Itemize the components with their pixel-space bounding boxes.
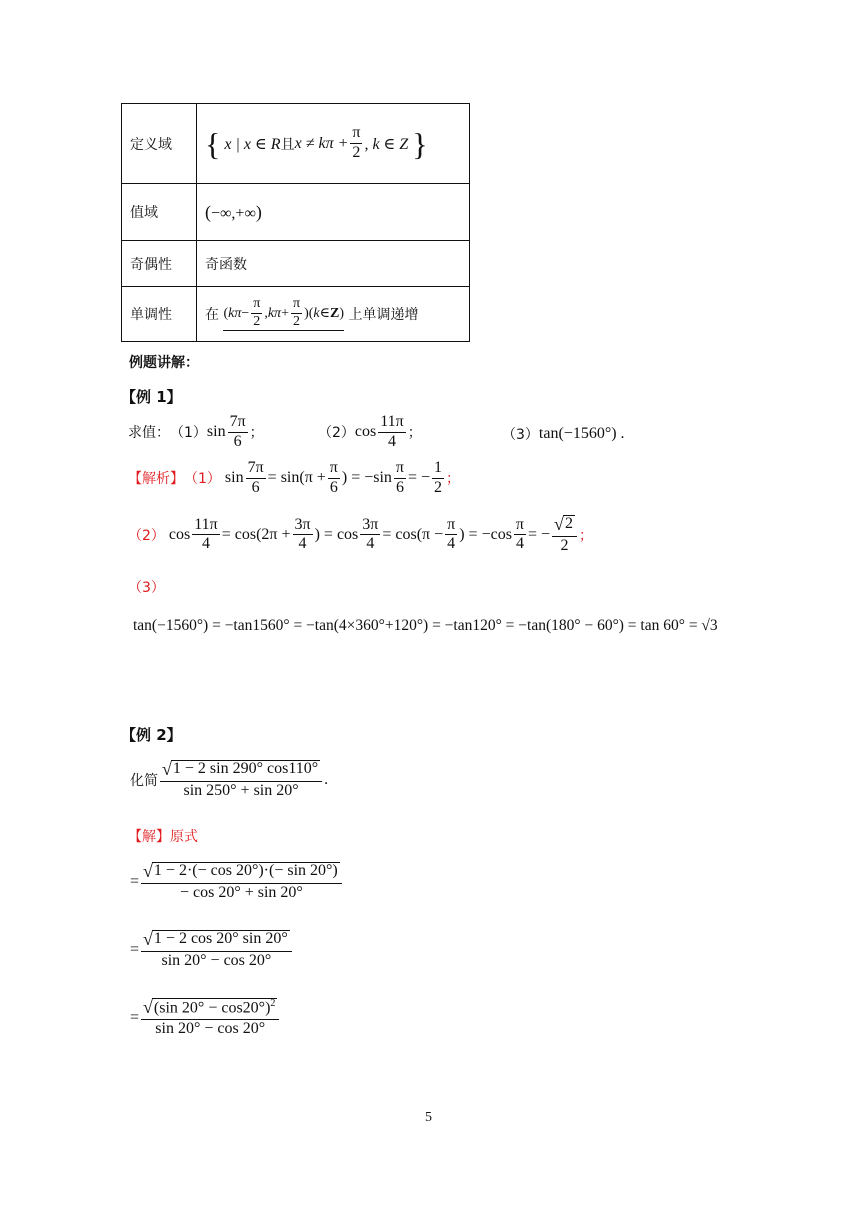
analysis-line-3: tan(−1560°) = −tan1560° = −tan(4×360°+120°) = −tan120° = −tan(180° − 60°) = tan 60° = √3 (133, 617, 718, 634)
table-row (122, 287, 470, 342)
prompt-label: 化简 (130, 772, 158, 789)
example1-q3 (502, 424, 625, 444)
part-label: （2） (128, 527, 165, 544)
example1-title: 【例 1】 (121, 388, 182, 406)
domain-value: { x | x ∈ R 且 x ≠ kπ + $\frac{\pi}{2}$ , k ∈ Z } (197, 104, 470, 184)
q3-expression: tan(−1560°) . (538, 425, 625, 442)
example2-question: 化简 √ 1 − 2 sin 290° cos110° sin 250° + sin 20° . (130, 759, 329, 799)
page-number: 5 (425, 1110, 432, 1125)
tan-properties-table (121, 103, 470, 342)
solution-step-1: = √ 1 − 2·(− cos 20°)·(− sin 20°) − cos 20° + sin 20° (130, 862, 344, 902)
part-label: （3） (502, 427, 539, 443)
example2-title: 【例 2】 (121, 726, 182, 744)
part-label: （1） (170, 425, 207, 442)
solution-step-2: = √ 1 − 2 cos 20° sin 20° sin 20° − cos 20° (130, 930, 294, 970)
example1-question: 求值： （1） sin $\frac{7\pi}{6}$ ； (128, 413, 264, 450)
monotonic-value: 在 ( kπ − $\frac{\pi}{2}$ , kπ + $\frac{\pi}{2}$ )( k ∈ Z ) 上单调递增 (197, 287, 470, 342)
analysis-line-2: （2） cos $\frac{11\pi}{4}$ = cos(2π + $\frac{3\pi}{4}$ ) = cos $\frac{3\pi}{4}$ = cos(π − $\frac{\pi}{4}$ ) = −cos $\frac{\pi}{4}$ = − √ 2 2 ； (128, 514, 593, 554)
prompt-label: 求值： (128, 425, 170, 442)
analysis-label: 【解析】 (128, 471, 184, 488)
example1-q2: （2） cos $\frac{11\pi}{4}$ ； (318, 413, 422, 450)
section-title: 例题讲解： (129, 355, 199, 371)
row-label: 定义域 (122, 104, 197, 184)
table-row (122, 241, 470, 287)
analysis-line-1: 【解析】 （1） sin $\frac{7\pi}{6}$ = sin(π + $\frac{\pi}{6}$ ) = −sin $\frac{\pi}{6}$ = − $\frac{1}{2}$ ； (128, 459, 461, 496)
row-label: 奇偶性 (122, 241, 197, 287)
part-label: （3） (128, 580, 165, 596)
part-label: （2） (318, 425, 355, 442)
solution-label: 【解】原式 (128, 829, 198, 845)
solution-step-3: = √ (sin 20° − cos20°)$^2$ sin 20° − cos 20° (130, 998, 281, 1038)
part-label: （1） (184, 471, 221, 488)
row-label: 值域 (122, 184, 197, 241)
parity-value: 奇函数 (197, 241, 470, 287)
range-value: (−∞,+∞) (197, 184, 470, 241)
table-row (122, 184, 470, 241)
row-label: 单调性 (122, 287, 197, 342)
table-row (122, 104, 470, 184)
